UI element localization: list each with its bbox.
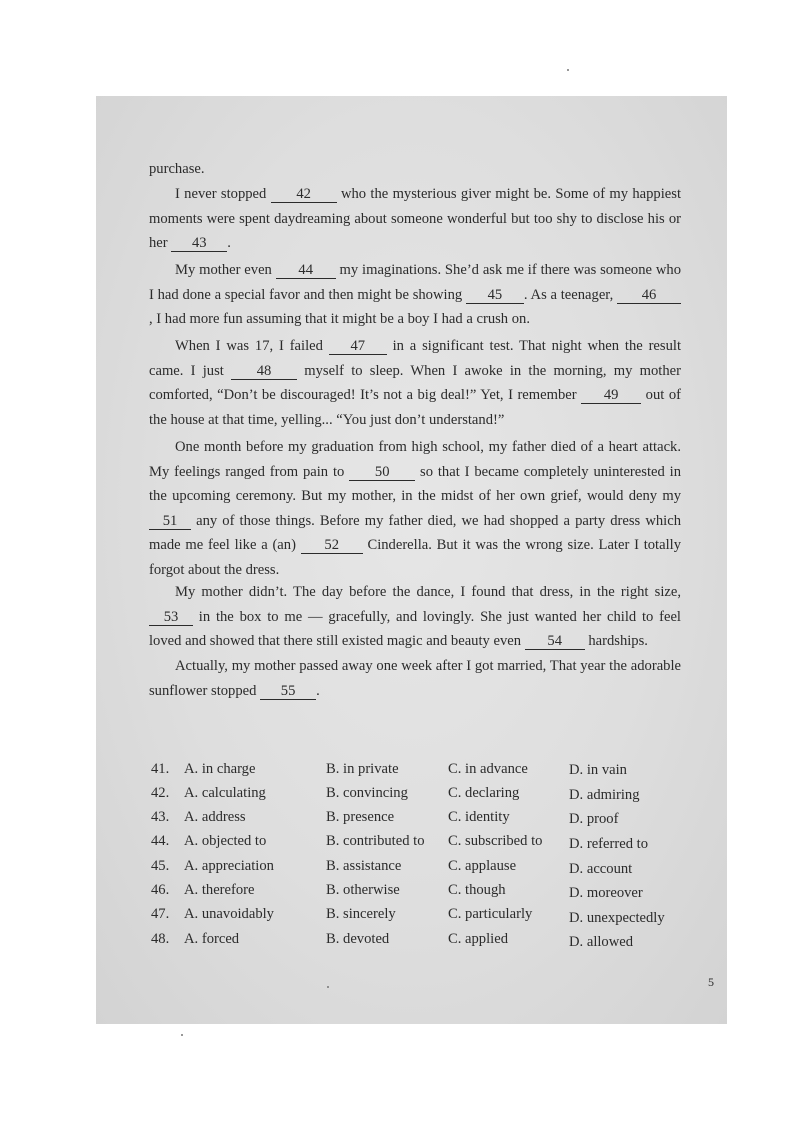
- option-b: B. assistance: [326, 858, 402, 874]
- text: Actually, my mother passed away one week after I got married, That year the adorable sunflower stopped: [149, 658, 681, 699]
- text: any of those things. Before my father died, we had shopped a party dress which made me feel like a (an): [149, 512, 681, 553]
- option-row: [151, 833, 711, 855]
- option-d: D. referred to: [569, 836, 649, 852]
- option-c: C. though: [448, 882, 506, 898]
- option-c: C. in advance: [448, 761, 528, 777]
- text: Cinderella. But it was the wrong size. Later I totally forgot about the dress.: [149, 537, 681, 578]
- blank-51: 51: [149, 514, 191, 530]
- blank-45: 45: [466, 288, 524, 304]
- text: One month before my graduation from high school, my father died of a heart attack. My feelings ranged from pain to: [149, 439, 681, 480]
- text: My mother even: [175, 262, 276, 278]
- text: hardships.: [584, 633, 648, 649]
- paragraph-0: [149, 157, 681, 182]
- question-number: 41.: [151, 761, 170, 777]
- text: When I was 17, I failed: [175, 338, 329, 354]
- text: , I had more fun assuming that it might be a boy I had a crush on.: [149, 311, 530, 327]
- option-row: [151, 809, 711, 831]
- blank-50: 50: [349, 465, 415, 481]
- option-d: D. account: [569, 861, 633, 877]
- blank-54: 54: [525, 634, 585, 650]
- blank-42: 42: [271, 187, 337, 203]
- option-row: [151, 906, 711, 928]
- text: My mother didn’t. The day before the dance, I found that dress, in the right size,: [175, 584, 681, 600]
- speck: [567, 69, 569, 71]
- page-number: 5: [708, 975, 714, 989]
- blank-48: 48: [231, 364, 297, 380]
- option-row: [151, 931, 711, 953]
- option-row: [151, 882, 711, 904]
- speck: [181, 1034, 183, 1036]
- text: .: [227, 235, 231, 251]
- option-a: A. in charge: [184, 761, 256, 777]
- blank-44: 44: [276, 263, 336, 279]
- blank-43: 43: [171, 236, 227, 252]
- question-number: 47.: [151, 906, 170, 922]
- option-a: A. address: [184, 809, 246, 825]
- option-c: C. declaring: [448, 785, 520, 801]
- option-a: A. therefore: [184, 882, 255, 898]
- text: so that I became completely uninterested in the upcoming ceremony. But my mother, in the midst of her own grief, would deny my: [149, 463, 681, 504]
- option-row: [151, 858, 711, 880]
- paragraph-5: [149, 580, 681, 654]
- option-a: A. calculating: [184, 785, 266, 801]
- option-d: D. in vain: [569, 762, 627, 778]
- option-row: [151, 761, 711, 783]
- text: in the box to me — gracefully, and lovingly. She just wanted her child to feel loved and showed that there still existed magic and beauty even: [149, 608, 681, 649]
- text: out of the house at that time, yelling... “You just don’t understand!”: [149, 387, 681, 428]
- option-b: B. in private: [326, 761, 399, 777]
- option-b: B. presence: [326, 809, 395, 825]
- text: . As a teenager,: [523, 286, 617, 303]
- blank-52: 52: [301, 538, 363, 554]
- option-a: A. objected to: [184, 833, 267, 849]
- paragraph-2: [149, 258, 681, 332]
- scanned-page: [96, 96, 727, 1024]
- blank-49: 49: [581, 388, 641, 404]
- paragraph-4: [149, 435, 681, 582]
- text: myself to sleep. When I awoke in the morning, my mother comforted, “Don’t be discouraged! It’s not a big deal!” Yet, I remember: [149, 362, 681, 403]
- blank-46: 46: [617, 288, 681, 304]
- option-d: D. admiring: [569, 787, 640, 803]
- option-c: C. applause: [448, 858, 517, 874]
- option-b: B. convincing: [326, 785, 408, 801]
- text: my imaginations. She’d ask me if there was someone who I had done a special favor and then might be showing: [149, 262, 681, 303]
- option-a: A. unavoidably: [184, 906, 274, 922]
- option-d: D. allowed: [569, 934, 634, 950]
- text: in a significant test. That night when the result came. I just: [149, 338, 681, 379]
- option-d: D. unexpectedly: [569, 910, 665, 926]
- question-number: 43.: [151, 809, 170, 825]
- option-d: D. proof: [569, 811, 619, 827]
- paragraph-1: [149, 182, 681, 256]
- question-number: 44.: [151, 833, 170, 849]
- question-number: 46.: [151, 882, 170, 898]
- option-row: [151, 785, 711, 807]
- blank-53: 53: [149, 610, 193, 626]
- paragraph-3: [149, 334, 681, 432]
- option-c: C. identity: [448, 809, 510, 825]
- option-b: B. sincerely: [326, 906, 396, 922]
- question-number: 45.: [151, 858, 170, 874]
- blank-47: 47: [329, 339, 387, 355]
- option-b: B. devoted: [326, 931, 390, 947]
- text: .: [316, 682, 320, 699]
- paragraph-6: [149, 654, 681, 703]
- question-number: 48.: [151, 931, 170, 947]
- option-a: A. forced: [184, 931, 240, 947]
- option-c: C. particularly: [448, 906, 533, 922]
- question-number: 42.: [151, 785, 170, 801]
- option-d: D. moreover: [569, 885, 643, 901]
- text: purchase.: [149, 161, 205, 177]
- option-a: A. appreciation: [184, 858, 274, 874]
- option-b: B. otherwise: [326, 882, 400, 898]
- text: I never stopped: [175, 186, 271, 202]
- option-b: B. contributed to: [326, 833, 425, 849]
- speck: [327, 986, 329, 988]
- blank-55: 55: [260, 684, 316, 700]
- option-c: C. applied: [448, 931, 508, 947]
- text: who the mysterious giver might be. Some of my happiest moments were spent daydreaming about someone wonderful but too shy to disclose his or her: [149, 186, 681, 251]
- option-c: C. subscribed to: [448, 833, 543, 849]
